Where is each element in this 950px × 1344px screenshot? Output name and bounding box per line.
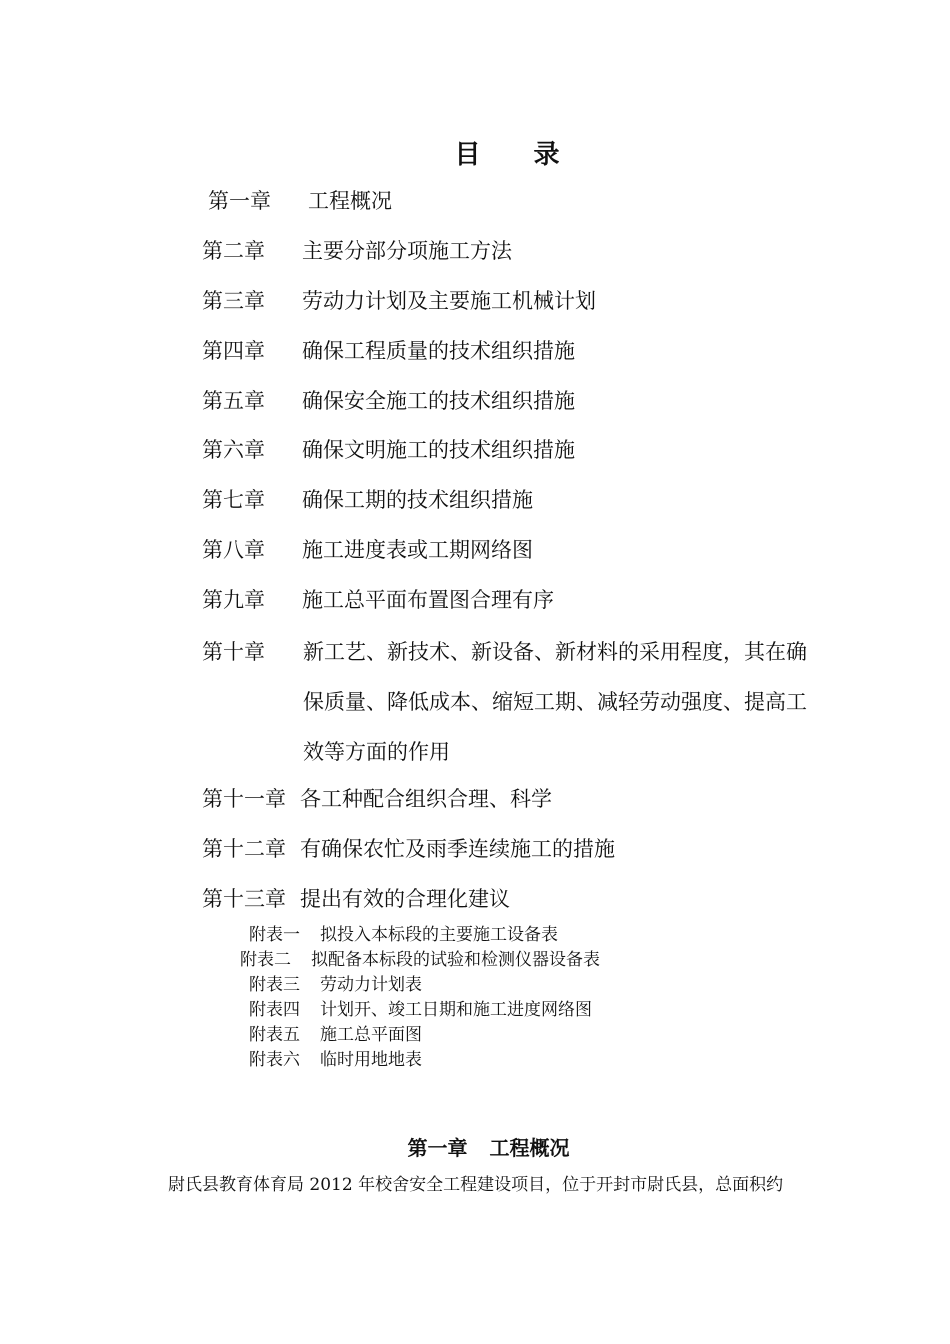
chapter-number: 第十章 — [202, 640, 265, 664]
toc-entry-chapter-12[interactable] — [202, 836, 615, 862]
chapter-number: 第十一章 — [202, 787, 286, 811]
toc-entry-chapter-11[interactable] — [202, 786, 552, 812]
toc-entry-appendix-6[interactable] — [249, 1049, 422, 1071]
chapter-title: 确保工程质量的技术组织措施 — [302, 339, 575, 363]
toc-entry-appendix-2[interactable] — [240, 949, 600, 971]
chapter-number: 第三章 — [202, 289, 265, 313]
chapter-title: 施工进度表或工期网络图 — [302, 538, 533, 562]
appendix-number: 附表五 — [249, 1025, 300, 1045]
toc-entry-chapter-1[interactable] — [208, 188, 392, 214]
toc-entry-appendix-5[interactable] — [249, 1024, 422, 1046]
appendix-title: 拟配备本标段的试验和检测仪器设备表 — [311, 950, 600, 970]
toc-entry-chapter-9[interactable] — [202, 587, 554, 613]
chapter-title: 确保文明施工的技术组织措施 — [302, 438, 575, 462]
chapter-title: 各工种配合组织合理、科学 — [300, 787, 552, 811]
toc-entry-chapter-13[interactable] — [202, 886, 510, 912]
chapter-title-line-1: 新工艺、新技术、新设备、新材料的采用程度，其在确 — [303, 640, 807, 664]
toc-entry-chapter-3[interactable] — [202, 288, 596, 314]
chapter-number: 第四章 — [202, 339, 265, 363]
toc-entry-appendix-4[interactable] — [249, 999, 592, 1021]
chapter-number: 第五章 — [202, 389, 265, 413]
chapter-number: 第九章 — [202, 588, 265, 612]
chapter-number: 第十二章 — [202, 837, 286, 861]
chapter-title: 主要分部分项施工方法 — [302, 239, 512, 263]
toc-title: 目 录 — [454, 140, 582, 170]
chapter-number: 第八章 — [202, 538, 265, 562]
section-heading — [0, 1132, 950, 1161]
toc-entry-chapter-5[interactable] — [202, 388, 575, 414]
chapter-title: 施工总平面布置图合理有序 — [302, 588, 554, 612]
section-chapter-number: 第一章 — [407, 1136, 468, 1160]
chapter-number: 第六章 — [202, 438, 265, 462]
chapter-title: 劳动力计划及主要施工机械计划 — [302, 289, 596, 313]
chapter-title: 确保安全施工的技术组织措施 — [302, 389, 575, 413]
appendix-number: 附表六 — [249, 1050, 300, 1070]
toc-entry-chapter-4[interactable] — [202, 338, 575, 364]
appendix-title: 拟投入本标段的主要施工设备表 — [320, 925, 558, 945]
chapter-title-line-2: 保质量、降低成本、缩短工期、减轻劳动强度、提高工 — [303, 690, 807, 714]
chapter-title: 工程概况 — [308, 189, 392, 213]
chapter-number: 第一章 — [208, 189, 271, 213]
chapter-number: 第七章 — [202, 488, 265, 512]
appendix-number: 附表三 — [249, 975, 300, 995]
chapter-title: 确保工期的技术组织措施 — [302, 488, 533, 512]
section-title: 工程概况 — [489, 1136, 570, 1160]
toc-entry-chapter-6[interactable] — [202, 437, 575, 463]
chapter-number: 第十三章 — [202, 887, 286, 911]
toc-entry-chapter-2[interactable] — [202, 238, 512, 264]
appendix-title: 施工总平面图 — [320, 1025, 422, 1045]
appendix-number: 附表二 — [240, 950, 291, 970]
toc-entry-chapter-8[interactable] — [202, 537, 533, 563]
appendix-title: 劳动力计划表 — [320, 975, 422, 995]
chapter-title: 提出有效的合理化建议 — [300, 887, 510, 911]
chapter-title: 有确保农忙及雨季连续施工的措施 — [300, 837, 615, 861]
appendix-number: 附表一 — [249, 925, 300, 945]
toc-entry-appendix-1[interactable] — [249, 924, 558, 946]
appendix-title: 计划开、竣工日期和施工进度网络图 — [320, 1000, 592, 1020]
chapter-number: 第二章 — [202, 239, 265, 263]
toc-entry-chapter-7[interactable] — [202, 487, 533, 513]
toc-entry-appendix-3[interactable] — [249, 974, 422, 996]
body-paragraph: 尉氏县教育体育局 2012 年校舍安全工程建设项目，位于开封市尉氏县，总面积约 — [168, 1175, 784, 1195]
appendix-title: 临时用地地表 — [320, 1050, 422, 1070]
appendix-number: 附表四 — [249, 1000, 300, 1020]
chapter-title-line-3: 效等方面的作用 — [303, 740, 450, 764]
